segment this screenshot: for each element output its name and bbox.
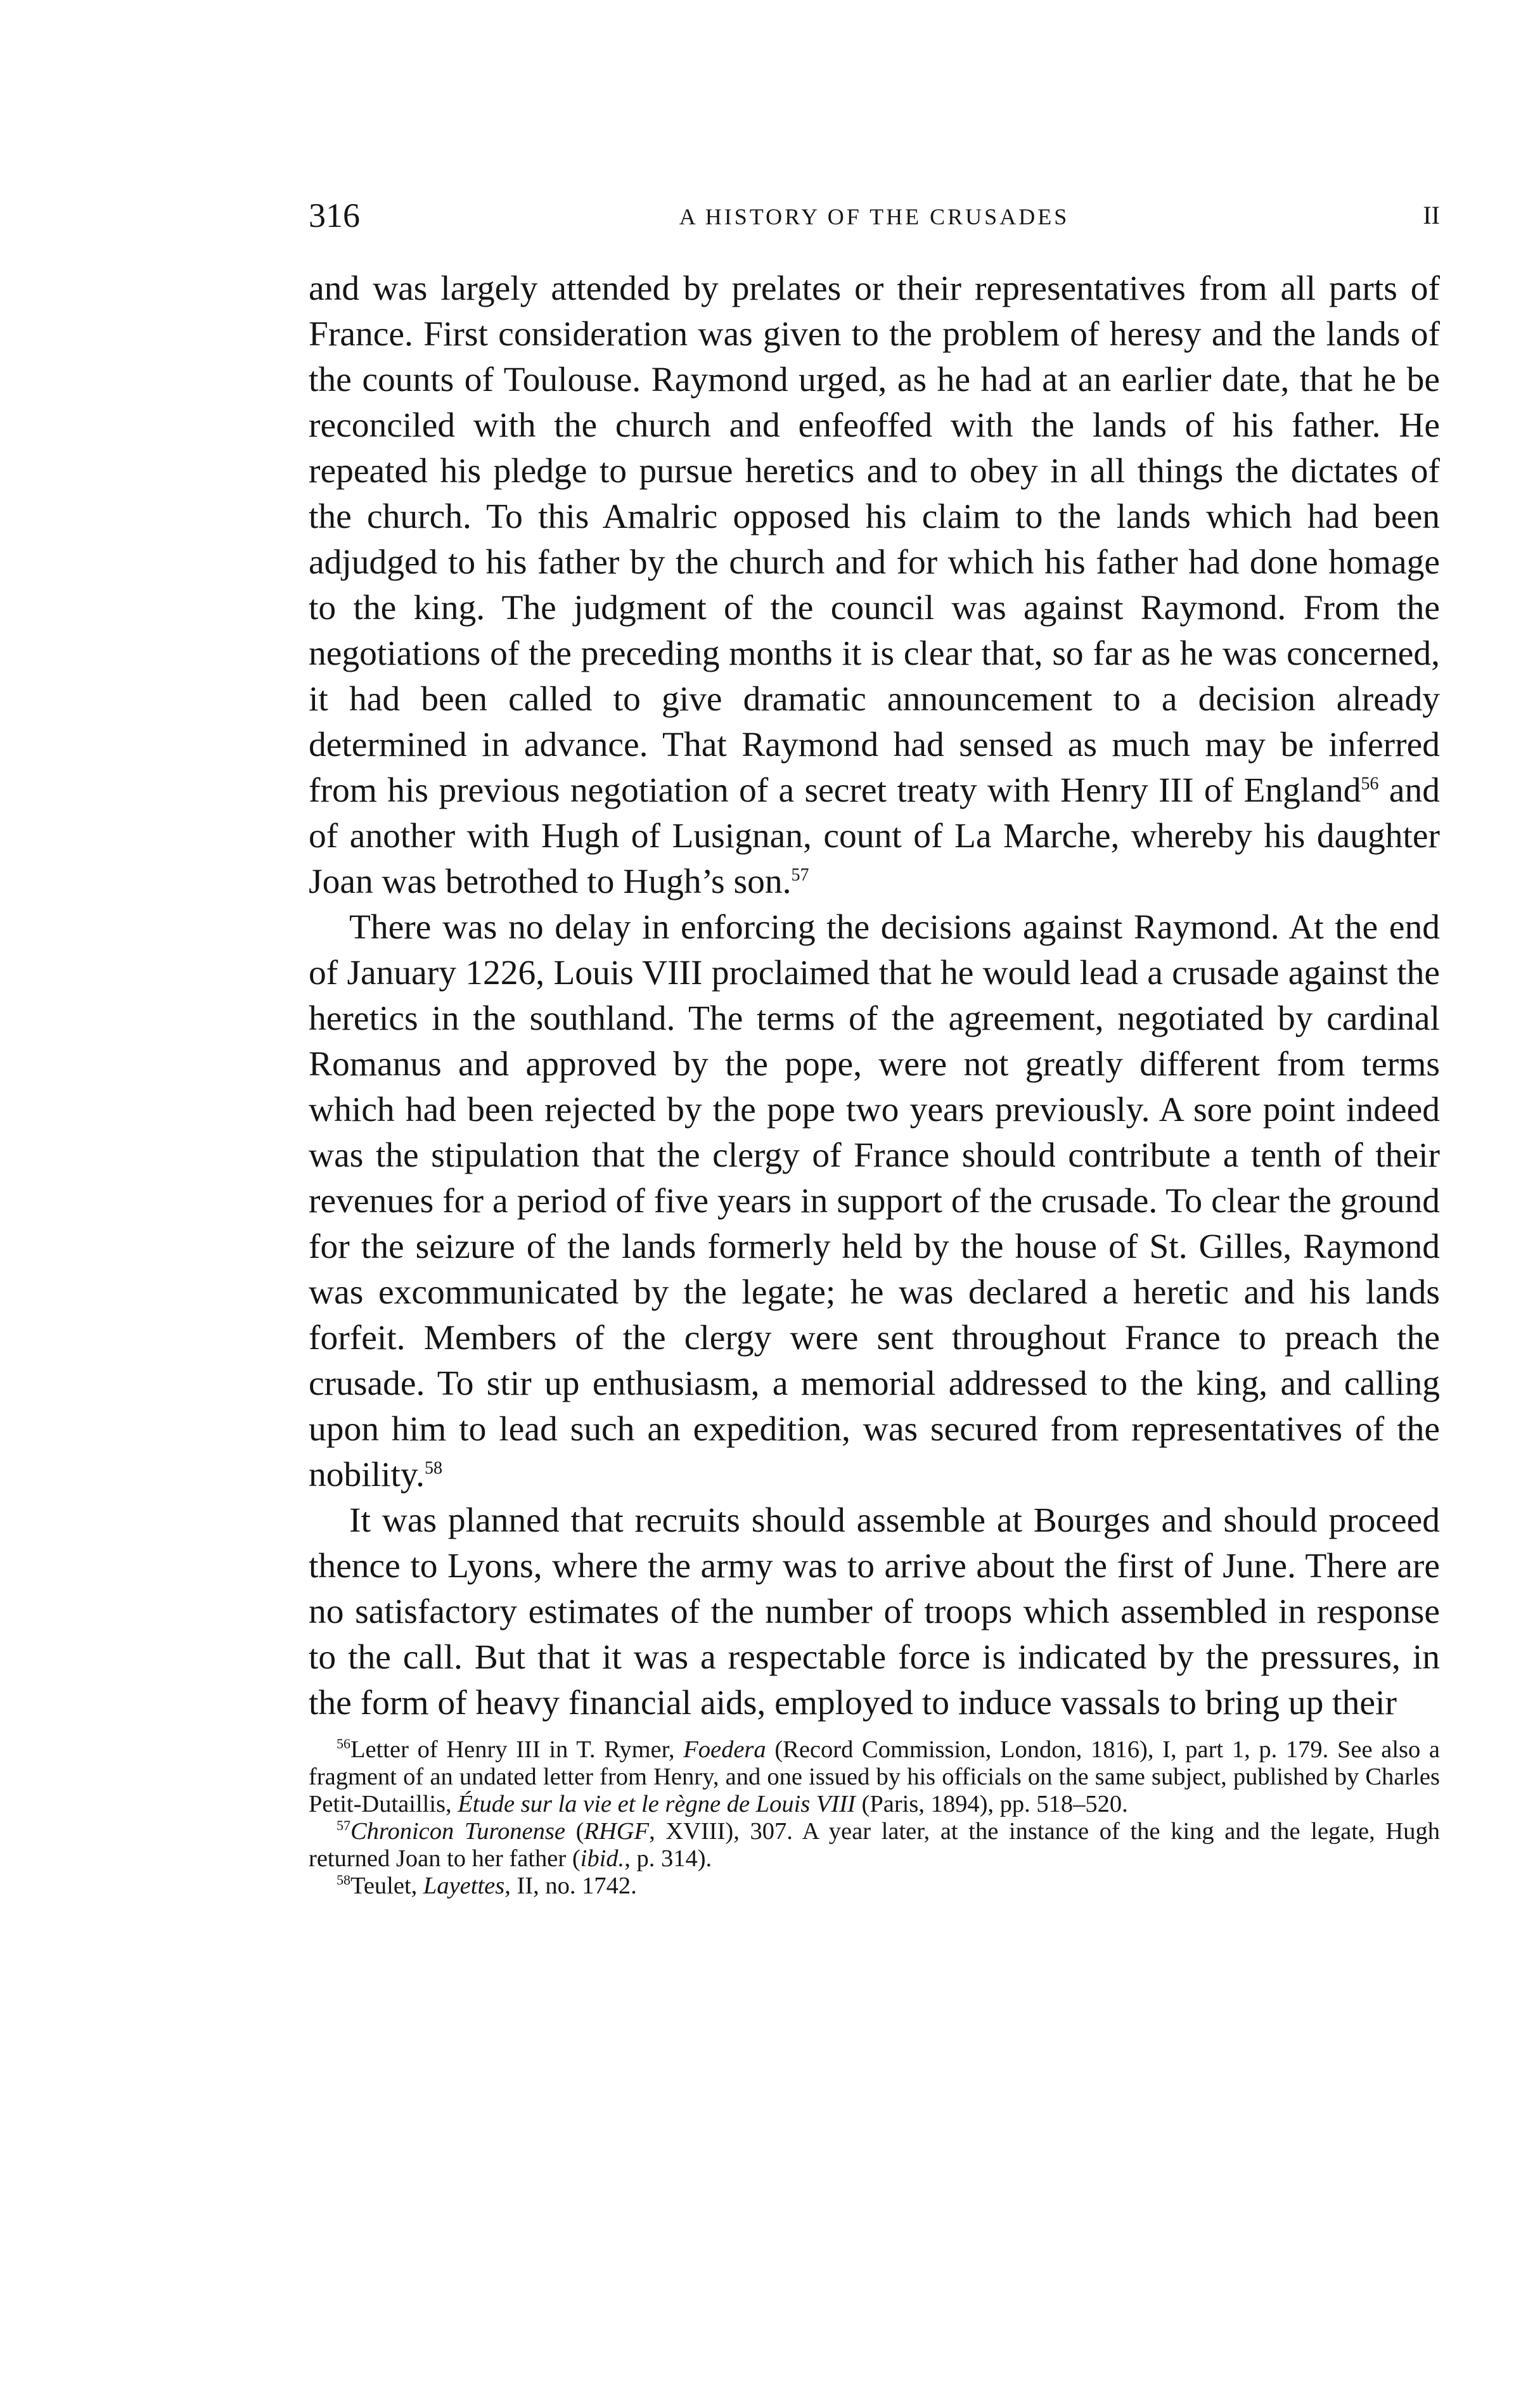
- paragraph: It was planned that recruits should assemble at Bourges and should proceed thence to Lyons, where the army was to arrive about the first of June. There are no satisfactory estimates of the number of troops which assembled in response to the call. But that it was a respectable force is indicated by the pressures, in the form of heavy financial aids, employed to induce vassals to bring up their: [309, 1501, 1440, 1722]
- footnote-ref[interactable]: 56: [1361, 774, 1379, 794]
- page-number: 316: [309, 196, 360, 234]
- paragraph: and was largely attended by prelates or their representatives from all parts of France. First consideration was given to the problem of heresy and the lands of the counts of Toulouse. Raymond urged, as he had at an earlier date, that he be reconciled with the church and enfeoffed with the lands of his father. He repeated his pledge to pursue heretics and to obey in all things the dictates of the church. To this Amalric opposed his claim to the lands which had been adjudged to his father by the church and for which his father had done homage to the king. The judgment of the council was against Raymond. From the negotiations of the preceding months it is clear that, so far as he was concerned, it had been called to give dramatic announcement to a decision already determined in advance. That Raymond had sensed as much may be inferred from his previous negotiation of a secret treaty with Henry III of England$^{56}$ and of another with Hugh of Lusignan, count of La Marche, whereby his daughter Joan was betrothed to Hugh’s son.$^{57}$: [309, 269, 1440, 901]
- footnote-number: 57: [337, 1817, 350, 1834]
- book-page: [309, 190, 1440, 2243]
- footnote-ref[interactable]: 58: [424, 1458, 442, 1478]
- body-text: [309, 266, 1440, 1726]
- volume-number: II: [1423, 201, 1440, 229]
- footnotes: [309, 1736, 1440, 1900]
- footnote: $^{56}$Letter of Henry III in T. Rymer, Foedera (Record Commission, London, 1816), I, part 1, p. 179. See also a fragment of an undated letter from Henry, and one issued by his officials on the same subject, published by Charles Petit-Dutaillis, Étude sur la vie et le règne de Louis VIII (Paris, 1894), pp. 518–520.: [309, 1736, 1441, 1817]
- footnote-ref[interactable]: 57: [791, 865, 809, 885]
- footnote-number: 56: [337, 1736, 350, 1752]
- footnote-number: 58: [337, 1872, 350, 1888]
- running-head: [309, 190, 1440, 241]
- footnote: $^{58}$Teulet, Layettes, II, no. 1742.: [337, 1872, 637, 1899]
- footnote: $^{57}$Chronicon Turonense (RHGF, XVIII), 307. A year later, at the instance of the king and the legate, Hugh returned Joan to her father (ibid., p. 314).: [309, 1817, 1440, 1872]
- running-title: A HISTORY OF THE CRUSADES: [679, 204, 1070, 229]
- paragraph: There was no delay in enforcing the decisions against Raymond. At the end of January 1226, Louis VIII proclaimed that he would lead a crusade against the heretics in the southland. The terms of the agreement, negotiated by cardinal Romanus and approved by the pope, were not greatly different from terms which had been rejected by the pope two years previously. A sore point indeed was the stipulation that the clergy of France should contribute a tenth of their revenues for a period of five years in support of the crusade. To clear the ground for the seizure of the lands formerly held by the house of St. Gilles, Raymond was excommunicated by the legate; he was declared a heretic and his lands forfeit. Members of the clergy were sent throughout France to preach the crusade. To stir up enthusiasm, a memorial addressed to the king, and calling upon him to lead such an expedition, was secured from representatives of the nobility.$^{58}$: [309, 908, 1440, 1494]
